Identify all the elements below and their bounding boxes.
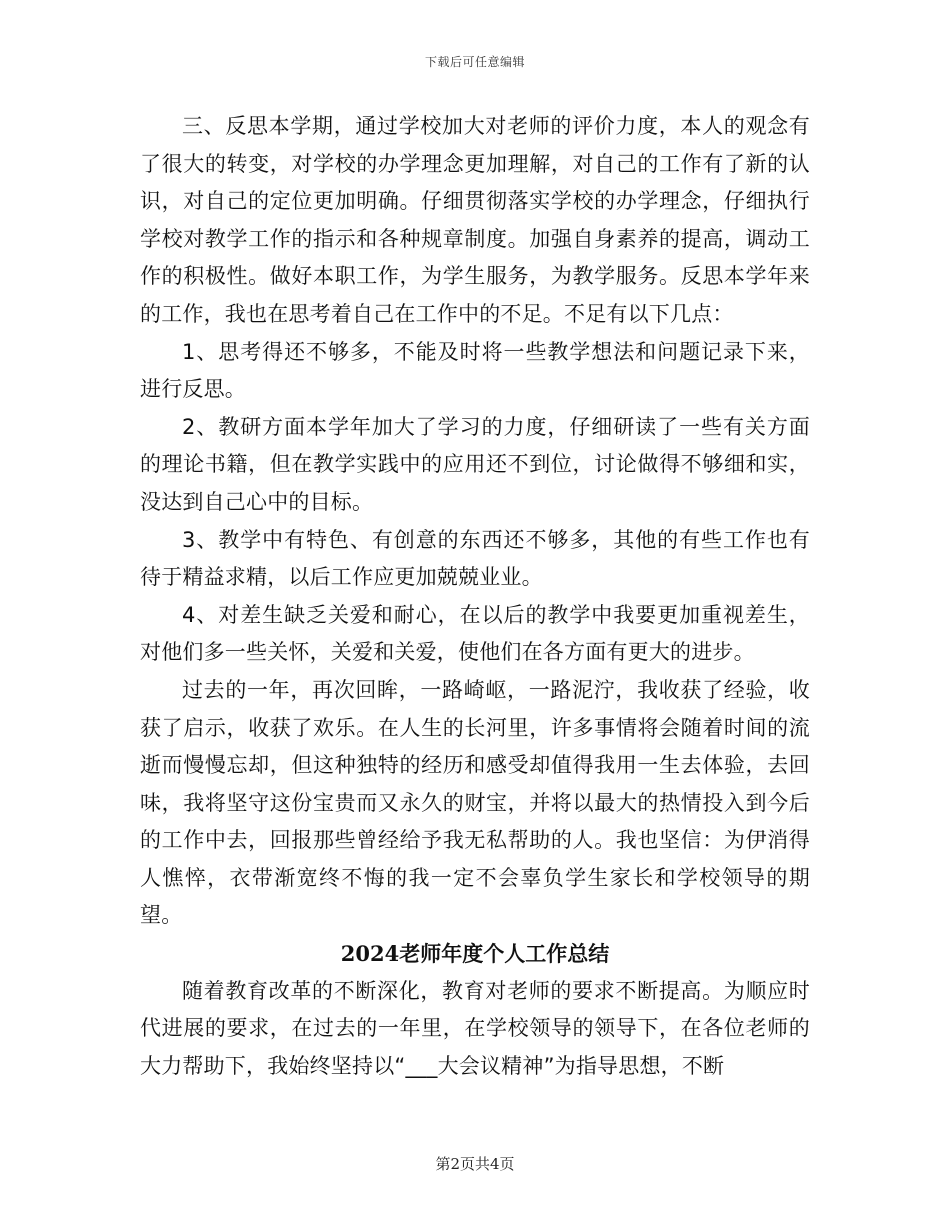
section-title: 2024老师年度个人工作总结 (340, 941, 610, 967)
page-number: 第2页共4页 (435, 1155, 515, 1173)
paragraph-reflection: 三、反思本学期，通过学校加大对老师的评价力度，本人的观念有了很大的转变，对学校的办学理念更加理解，对自己的工作有了新的认识，对自己的定位更加明确。仔细贯彻落实学校的办学理念，仔细执行学校对教学工作的指示和各种规章制度。加强自身素养的提高，调动工作的积极性。做好本职工作，为学生服务，为教学服务。反思本学年来的工作，我也在思考着自己在工作中的不足。不足有以下几点： (140, 114, 810, 326)
paragraph-point-4: 4、对差生缺乏关爱和耐心，在以后的教学中我要更加重视差生，对他们多一些关怀，关爱和关爱，使他们在各方面有更大的进步。 (140, 602, 810, 665)
paragraph-section-intro: 随着教育改革的不断深化，教育对老师的要求不断提高。为顺应时代进展的要求，在过去的一年里，在学校领导的领导下，在各位老师的大力帮助下，我始终坚持以“___大会议精神”为指导思想，不断 (140, 978, 810, 1078)
document-body (140, 108, 810, 1085)
paragraph-point-3: 3、教学中有特色、有创意的东西还不够多，其他的有些工作也有待于精益求精，以后工作应更加兢兢业业。 (140, 527, 810, 590)
header-note: 下载后可任意编辑 (424, 55, 525, 69)
paragraph-point-2: 2、教研方面本学年加大了学习的力度，仔细研读了一些有关方面的理论书籍，但在教学实践中的应用还不到位，讨论做得不够细和实，没达到自己心中的目标。 (140, 414, 810, 514)
paragraph-conclusion: 过去的一年，再次回眸，一路崎岖，一路泥泞，我收获了经验，收获了启示，收获了欢乐。在人生的长河里，许多事情将会随着时间的流逝而慢慢忘却，但这种独特的经历和感受却值得我用一生去体验，去回味，我将坚守这份宝贵而又永久的财宝，并将以最大的热情投入到今后的工作中去，回报那些曾经给予我无私帮助的人。我也坚信：为伊消得人憔悴，衣带渐宽终不悔的我一定不会辜负学生家长和学校领导的期望。 (140, 677, 810, 928)
paragraph-point-1: 1、思考得还不够多，不能及时将一些教学想法和问题记录下来，进行反思。 (140, 339, 810, 402)
